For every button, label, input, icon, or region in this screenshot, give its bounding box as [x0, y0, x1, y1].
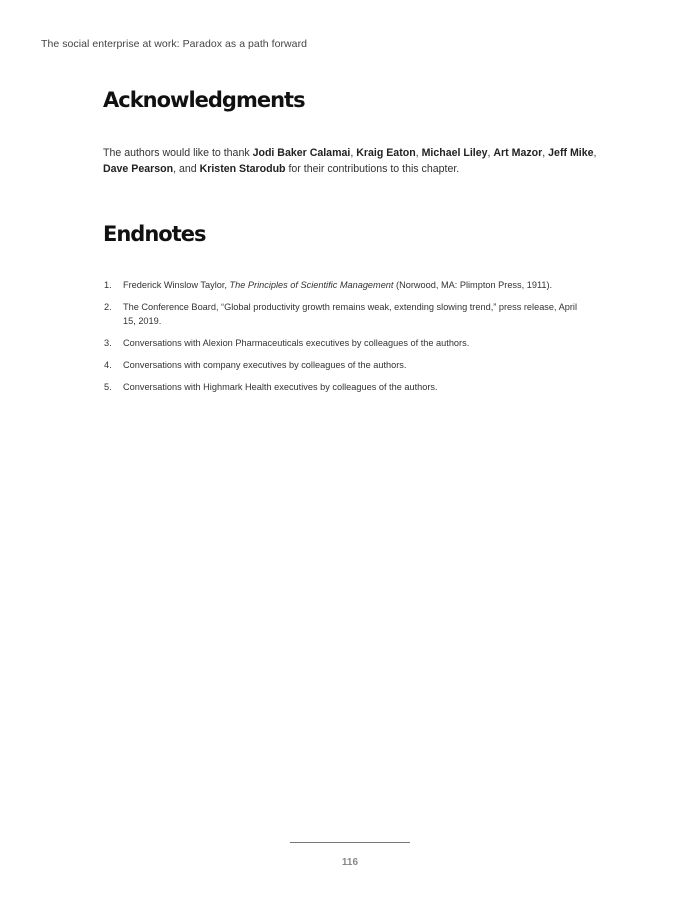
ack-name: Jodi Baker Calamai: [252, 147, 351, 159]
endnote-text: [123, 280, 552, 290]
endnote-number: 2.: [104, 302, 112, 312]
ack-name: Michael Liley: [421, 147, 488, 159]
endnote-book-title: The Principles of Scientific Management: [229, 280, 394, 290]
endnote-text: Conversations with Highmark Health executives by colleagues of the authors.: [123, 382, 438, 392]
endnote-item: [103, 278, 588, 292]
ack-separator: ,: [542, 147, 549, 159]
ack-separator: ,: [487, 147, 494, 159]
ack-separator: ,: [350, 147, 357, 159]
endnote-item: [103, 336, 588, 350]
endnote-text-before: Frederick Winslow Taylor,: [123, 280, 230, 290]
footer-divider: [290, 842, 410, 843]
endnote-text: The Conference Board, “Global productivity growth remains weak, extending slowing trend,” press release, April 15, 2019.: [123, 302, 577, 326]
endnote-number: 3.: [104, 338, 112, 348]
ack-separator: ,: [593, 147, 597, 159]
ack-name: Kraig Eaton: [356, 147, 416, 159]
ack-outro: for their contributions to this chapter.: [285, 163, 460, 175]
acknowledgments-text: [103, 145, 603, 177]
endnotes-list: [103, 278, 588, 402]
endnote-text: Conversations with company executives by colleagues of the authors.: [123, 360, 407, 370]
endnote-number: 4.: [104, 360, 112, 370]
endnote-item: [103, 358, 588, 372]
ack-separator: ,: [415, 147, 422, 159]
ack-name: Jeff Mike: [548, 147, 594, 159]
endnote-item: [103, 380, 588, 394]
endnote-text: Conversations with Alexion Pharmaceuticals executives by colleagues of the authors.: [123, 338, 470, 348]
endnotes-heading: Endnotes: [103, 222, 206, 246]
ack-intro: The authors would like to thank: [103, 147, 253, 159]
endnote-text-after: (Norwood, MA: Plimpton Press, 1911).: [393, 280, 553, 290]
ack-and: , and: [173, 163, 200, 175]
endnote-item: [103, 300, 588, 328]
ack-name: Dave Pearson: [103, 163, 174, 175]
ack-name: Kristen Starodub: [199, 163, 286, 175]
acknowledgments-heading: Acknowledgments: [103, 88, 305, 112]
endnote-number: 1.: [104, 280, 112, 290]
page-number: 116: [341, 857, 359, 868]
endnote-number: 5.: [104, 382, 112, 392]
ack-name: Art Mazor: [493, 147, 543, 159]
running-header: The social enterprise at work: Paradox as a path forward: [41, 38, 308, 50]
